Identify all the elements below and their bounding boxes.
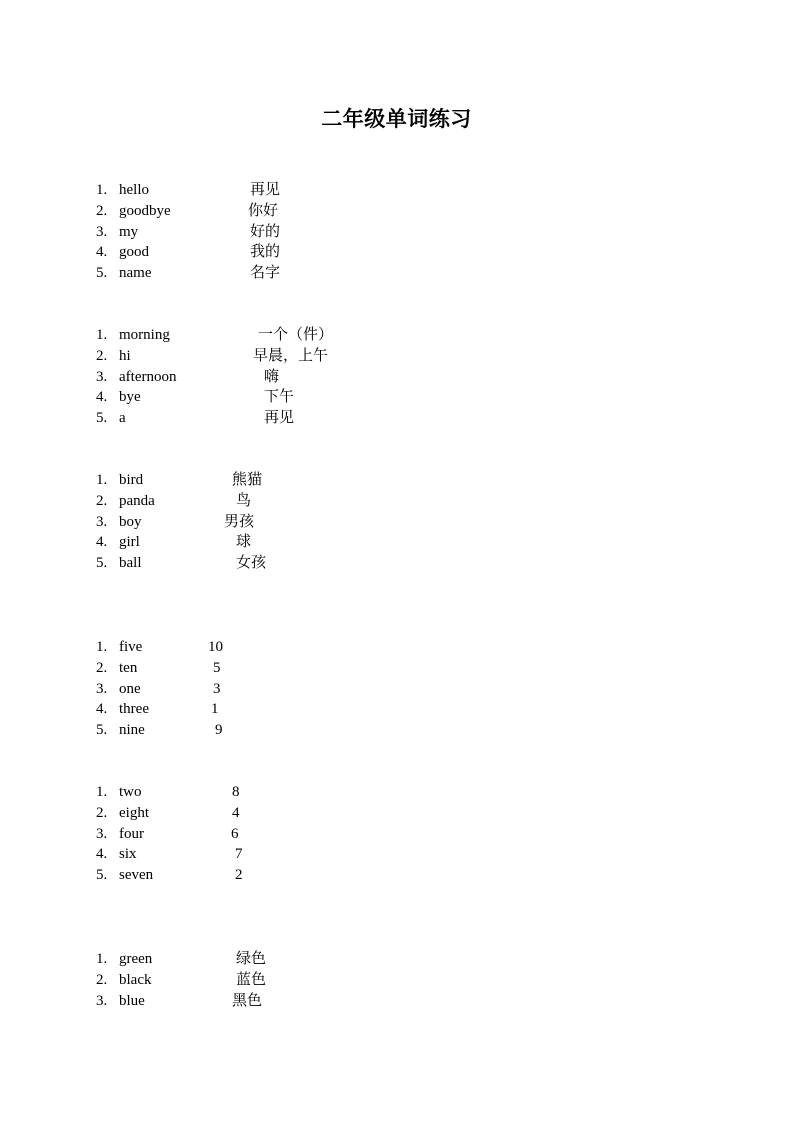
list-item — [0, 470, 793, 491]
list-item — [0, 325, 793, 346]
english-word: green — [119, 951, 153, 967]
item-number: 3. — [96, 223, 108, 240]
list-item — [0, 824, 793, 845]
item-number: 3. — [96, 992, 108, 1009]
item-number: 3. — [96, 825, 108, 842]
chinese-meaning: 早晨，上午 — [253, 347, 329, 364]
list-item — [0, 532, 793, 553]
list-item — [0, 782, 793, 803]
chinese-meaning: 黑色 — [232, 992, 263, 1009]
list-item — [0, 263, 793, 284]
list-item — [0, 699, 793, 720]
chinese-meaning: 绿色 — [236, 951, 267, 967]
list-item — [0, 970, 793, 991]
item-number: 3. — [96, 680, 108, 697]
list-item — [0, 553, 793, 574]
item-number: 2. — [96, 659, 108, 676]
english-word: girl — [119, 534, 140, 551]
item-number: 5. — [96, 722, 108, 739]
english-word: two — [119, 784, 142, 800]
item-number: 1. — [96, 639, 108, 655]
chinese-meaning: 再见 — [264, 410, 295, 427]
list-item — [0, 222, 793, 243]
chinese-meaning: 女孩 — [236, 555, 267, 572]
english-word: four — [119, 825, 144, 842]
chinese-meaning: 名字 — [250, 265, 281, 282]
english-word: a — [119, 410, 126, 427]
item-number: 1. — [96, 784, 108, 800]
item-number: 5. — [96, 265, 108, 282]
english-word: eight — [119, 804, 149, 821]
item-number: 4. — [96, 846, 108, 863]
chinese-meaning: 蓝色 — [236, 971, 267, 988]
english-word: name — [119, 265, 152, 282]
chinese-meaning: 再见 — [250, 182, 281, 198]
chinese-meaning: 10 — [208, 639, 223, 655]
chinese-meaning: 球 — [236, 534, 252, 551]
list-item — [0, 679, 793, 700]
english-word: ball — [119, 555, 142, 572]
english-word: hello — [119, 182, 149, 198]
item-number: 1. — [96, 327, 108, 343]
item-number: 2. — [96, 492, 108, 509]
chinese-meaning: 9 — [215, 722, 223, 739]
item-number: 4. — [96, 534, 108, 551]
chinese-meaning: 鸟 — [236, 492, 252, 509]
item-number: 4. — [96, 389, 108, 406]
chinese-meaning: 5 — [213, 659, 221, 676]
item-number: 5. — [96, 867, 108, 884]
list-item — [0, 242, 793, 263]
chinese-meaning: 男孩 — [224, 513, 255, 530]
item-number: 4. — [96, 701, 108, 718]
chinese-meaning: 我的 — [250, 244, 281, 261]
chinese-meaning: 6 — [231, 825, 239, 842]
chinese-meaning: 一个（件） — [258, 327, 334, 343]
list-item — [0, 387, 793, 408]
english-word: bye — [119, 389, 141, 406]
chinese-meaning: 熊猫 — [232, 472, 263, 488]
item-number: 2. — [96, 804, 108, 821]
english-word: six — [119, 846, 137, 863]
list-item — [0, 991, 793, 1012]
item-number: 5. — [96, 555, 108, 572]
chinese-meaning: 下午 — [264, 389, 295, 406]
english-word: afternoon — [119, 368, 177, 385]
english-word: nine — [119, 722, 145, 739]
chinese-meaning: 7 — [235, 846, 243, 863]
item-number: 1. — [96, 951, 108, 967]
english-word: morning — [119, 327, 170, 343]
list-item — [0, 865, 793, 886]
list-item — [0, 367, 793, 388]
chinese-meaning: 1 — [211, 701, 219, 718]
list-item — [0, 803, 793, 824]
chinese-meaning: 你好 — [248, 202, 279, 219]
chinese-meaning: 8 — [232, 784, 240, 800]
item-number: 1. — [96, 182, 108, 198]
list-item — [0, 491, 793, 512]
list-item — [0, 949, 793, 970]
item-number: 2. — [96, 202, 108, 219]
english-word: bird — [119, 472, 144, 488]
english-word: black — [119, 971, 152, 988]
item-number: 2. — [96, 971, 108, 988]
list-item — [0, 637, 793, 658]
english-word: goodbye — [119, 202, 171, 219]
english-word: good — [119, 244, 149, 261]
item-number: 3. — [96, 368, 108, 385]
item-number: 3. — [96, 513, 108, 530]
list-item — [0, 408, 793, 429]
item-number: 4. — [96, 244, 108, 261]
english-word: boy — [119, 513, 142, 530]
english-word: three — [119, 701, 149, 718]
list-item — [0, 844, 793, 865]
list-item — [0, 512, 793, 533]
english-word: seven — [119, 867, 154, 884]
chinese-meaning: 4 — [232, 804, 240, 821]
page-title: 二年级单词练习 — [321, 107, 472, 131]
english-word: one — [119, 680, 141, 697]
english-word: ten — [119, 659, 138, 676]
english-word: hi — [119, 347, 131, 364]
english-word: my — [119, 223, 139, 240]
list-item — [0, 346, 793, 367]
list-item — [0, 201, 793, 222]
item-number: 5. — [96, 410, 108, 427]
english-word: five — [119, 639, 143, 655]
item-number: 2. — [96, 347, 108, 364]
chinese-meaning: 3 — [213, 680, 221, 697]
english-word: panda — [119, 492, 155, 509]
list-item — [0, 658, 793, 679]
chinese-meaning: 嗨 — [264, 368, 280, 385]
chinese-meaning: 好的 — [250, 223, 281, 240]
item-number: 1. — [96, 472, 108, 488]
list-item — [0, 720, 793, 741]
list-item — [0, 180, 793, 201]
chinese-meaning: 2 — [235, 867, 243, 884]
english-word: blue — [119, 992, 145, 1009]
